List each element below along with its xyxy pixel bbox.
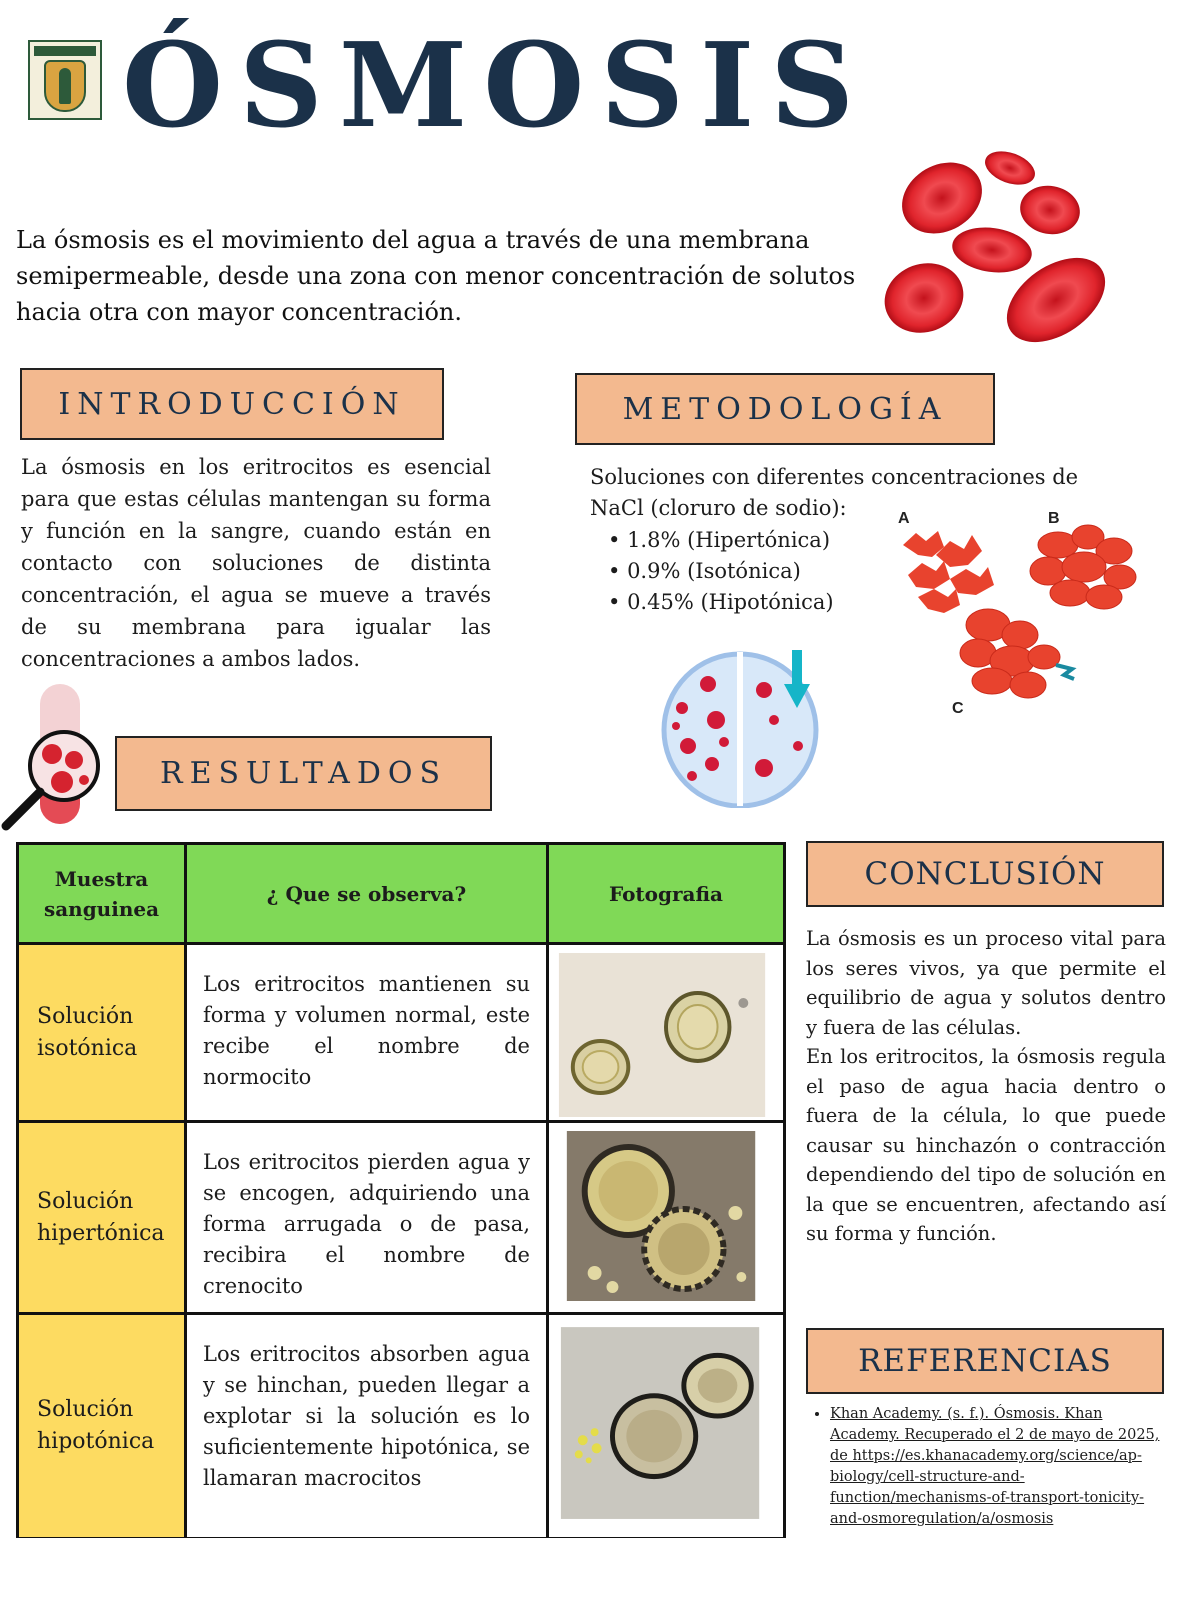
list-item: • 0.9% (Isotónica): [608, 556, 834, 587]
test-tube-magnifier-icon: [0, 684, 108, 832]
petri-dish-icon: [658, 646, 826, 808]
row-desc-isotonica: Los eritrocitos mantienen su forma y volumen normal, este recibe el nombre de normocito: [187, 945, 549, 1123]
university-logo: [28, 40, 102, 120]
page-title: ÓSMOSIS: [122, 18, 871, 154]
introduccion-text: La ósmosis en los eritrocitos es esencial para que estas células mantengan su forma y función en la sangre, cuando están en contacto con soluciones de distinta concentración, el agua se mueve a través de su membrana para igualar las concentraciones a ambos lados.: [21, 455, 491, 671]
table-header-muestra: Muestra sanguinea: [19, 845, 187, 945]
metodologia-text: Soluciones con diferentes concentraciones de NaCl (cloruro de sodio):: [590, 465, 1079, 520]
resultados-heading: RESULTADOS: [115, 736, 492, 811]
conclusion-paragraph-1: La ósmosis es un proceso vital para los seres vivos, ya que permite el equilibrio de agua y solutos dentro y fuera de las células.: [806, 927, 1166, 1039]
list-item: • 0.45% (Hipotónica): [608, 587, 834, 618]
introduccion-heading: INTRODUCCIÓN: [20, 368, 444, 440]
list-item: • 1.8% (Hipertónica): [608, 525, 834, 556]
results-table: [16, 842, 786, 1538]
table-header-observa: ¿ Que se observa?: [187, 845, 549, 945]
reference-link[interactable]: • Khan Academy. (s. f.). Ósmosis. Khan Academy. Recuperado el 2 de mayo de 2025, de https://es.khanacademy.org/science/ap-biology/cell-structure-and-function/mechanisms-of-transport-tonicity-and-osmoregulation/a/osmosis: [830, 1404, 1170, 1530]
conclusion-heading: CONCLUSIÓN: [806, 841, 1164, 907]
metodologia-list: [608, 525, 834, 618]
metodologia-heading: METODOLOGÍA: [575, 373, 995, 445]
figure-label-b: B: [1048, 510, 1060, 527]
row-label-hipertonica: Solución hipertónica: [19, 1123, 187, 1315]
photo-hipotonica: [549, 1315, 783, 1537]
conclusion-text: [806, 924, 1166, 1249]
referencias-heading: REFERENCIAS: [806, 1328, 1164, 1394]
row-label-isotonica: Solución isotónica: [19, 945, 187, 1123]
red-blood-cells-illustration: [880, 148, 1120, 353]
row-desc-hipotonica: Los eritrocitos absorben agua y se hinchan, pueden llegar a explotar si la solución es lo suficientemente hipotónica, se llamaran macrocitos: [187, 1315, 549, 1537]
figure-label-c: C: [952, 700, 964, 717]
intro-paragraph: La ósmosis es el movimiento del agua a través de una membrana semipermeable, desde una zona con menor concentración de solutos hacia otra con mayor concentración.: [16, 226, 856, 326]
photo-isotonica: [549, 945, 783, 1123]
figure-label-a: A: [898, 510, 910, 527]
table-header-fotografia: Fotografia: [549, 845, 783, 945]
row-label-hipotonica: Solución hipotónica: [19, 1315, 187, 1537]
cell-morphology-figure: [888, 505, 1158, 720]
references-list: [812, 1404, 1170, 1530]
conclusion-paragraph-2: En los eritrocitos, la ósmosis regula el paso de agua hacia dentro o fuera de la célula, lo que puede causar su hinchazón o contracción dependiendo del tipo de solución en la que se encuentren, afectando así su forma y función.: [806, 1045, 1166, 1245]
row-desc-hipertonica: Los eritrocitos pierden agua y se encogen, adquiriendo una forma arrugada o de pasa, recibira el nombre de crenocito: [187, 1123, 549, 1315]
photo-hipertonica: [549, 1123, 783, 1315]
